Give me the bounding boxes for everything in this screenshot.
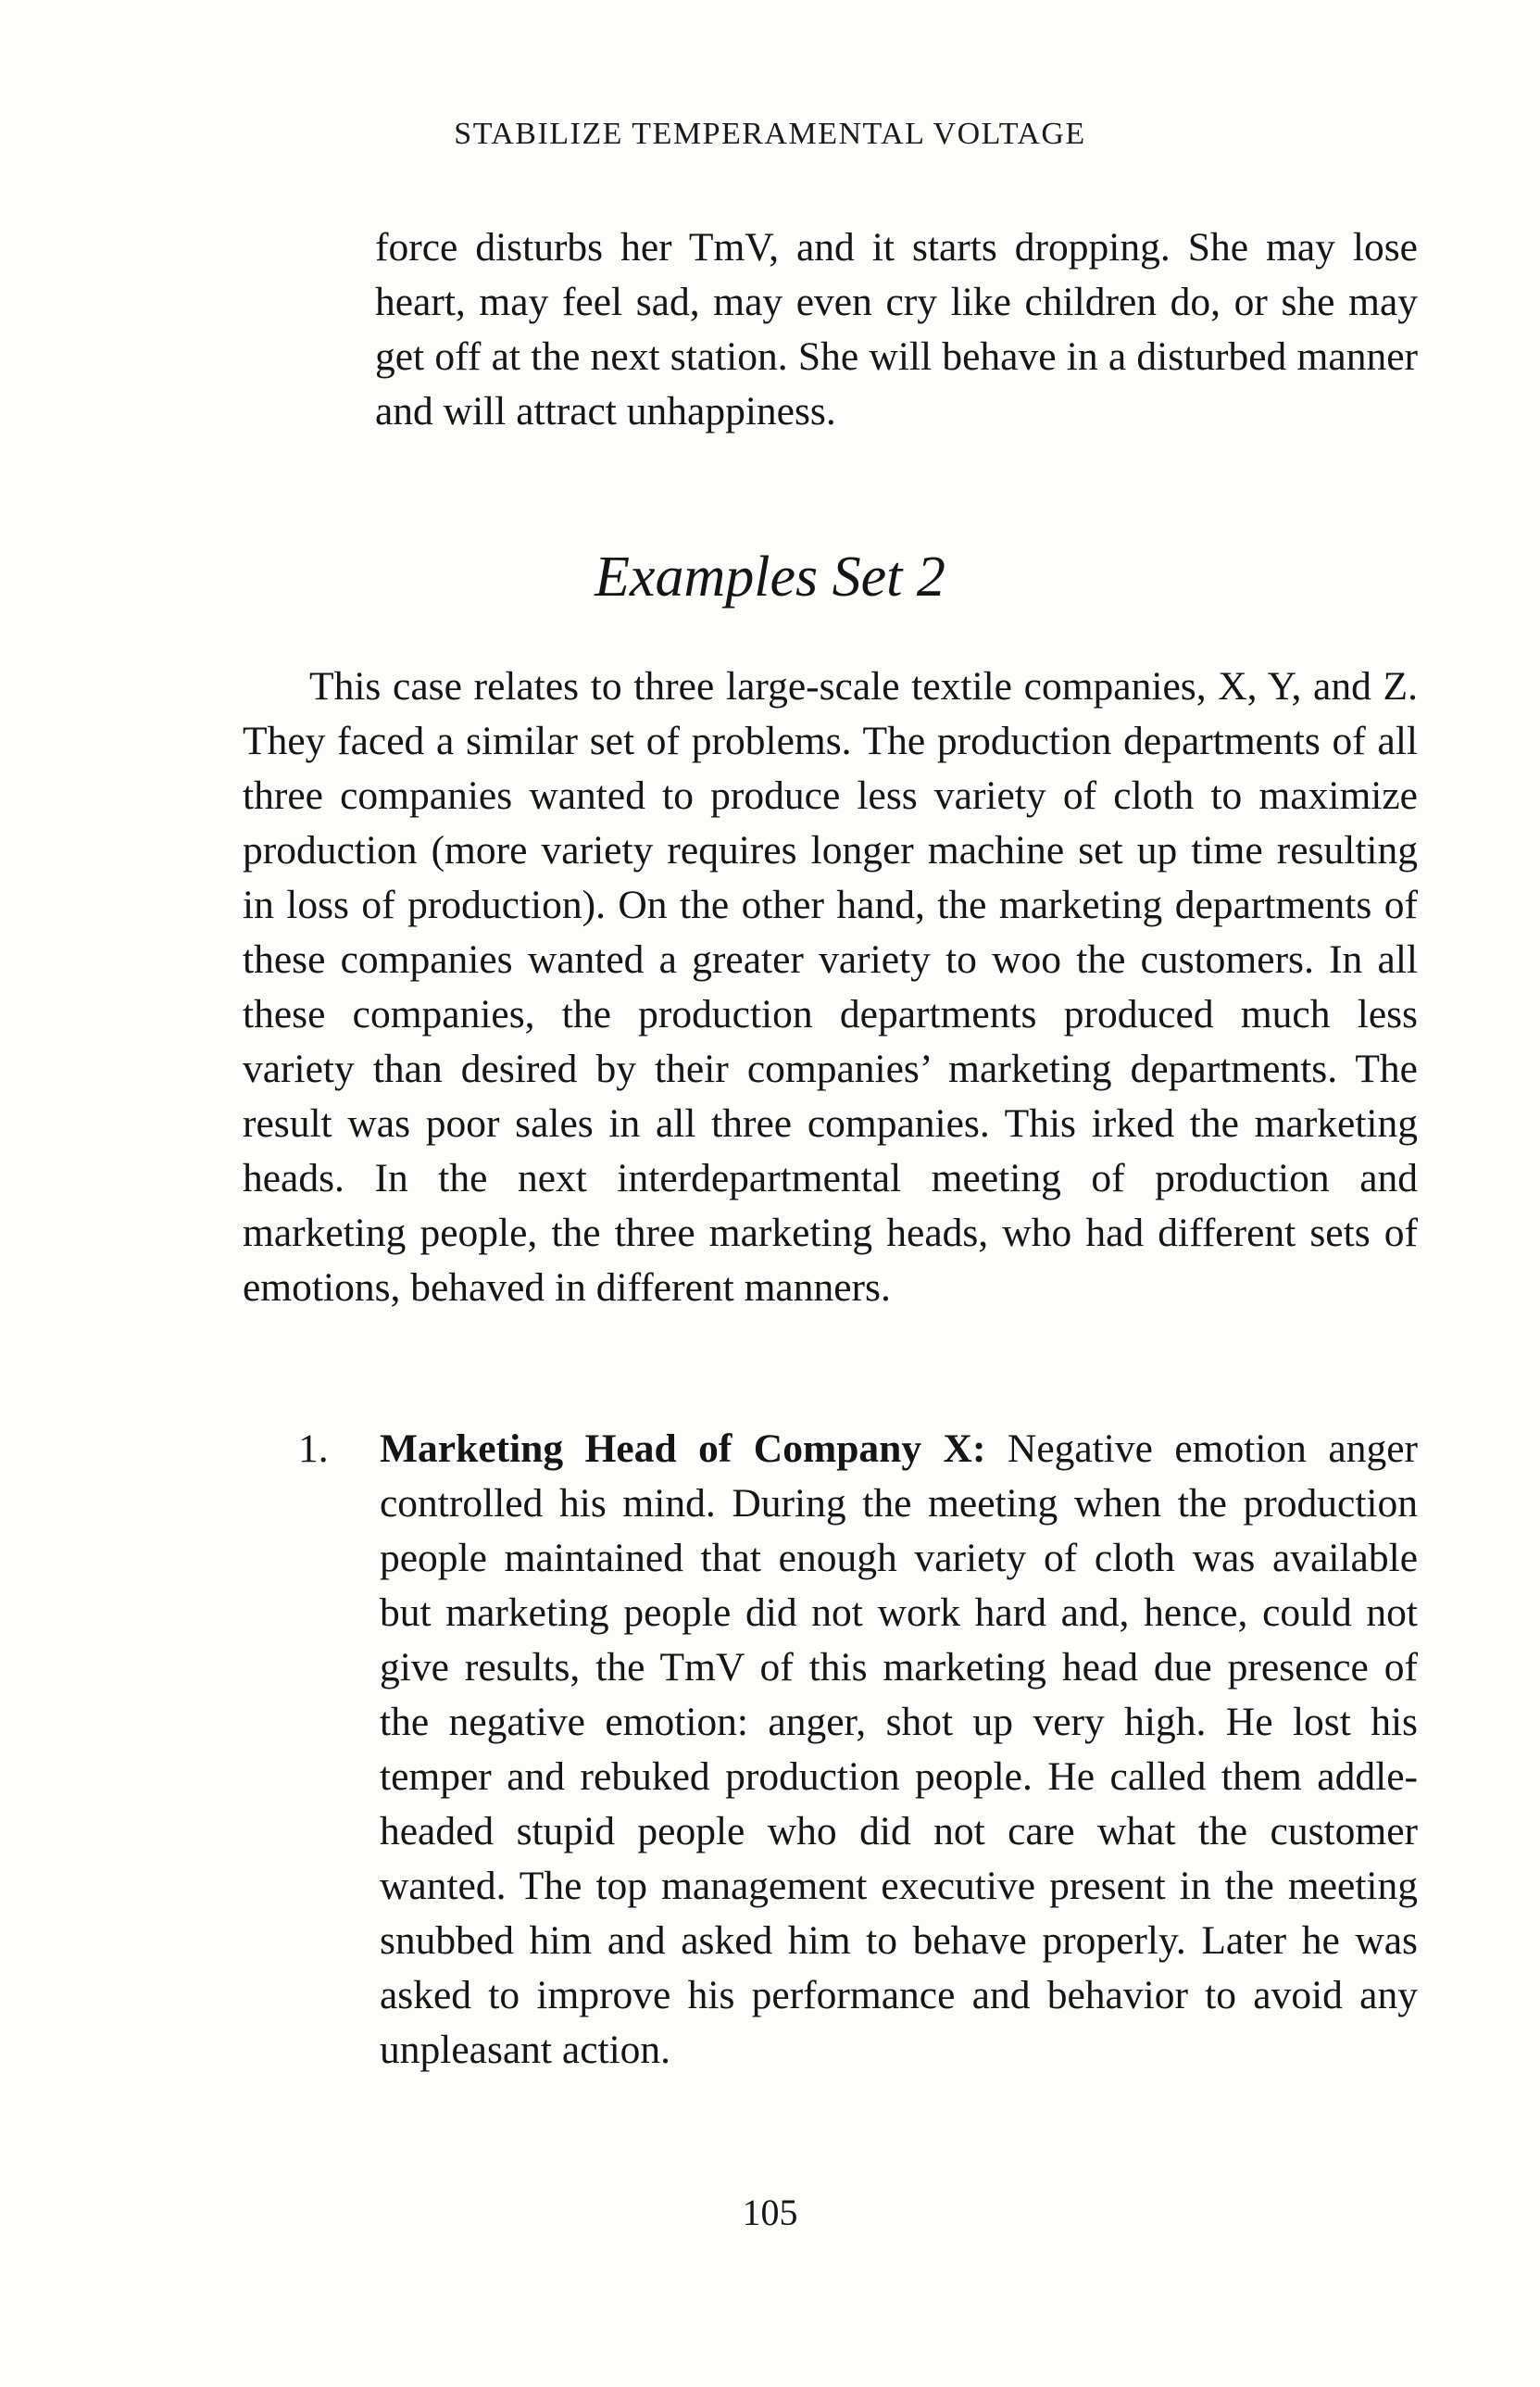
page-number: 105 <box>742 2192 798 2233</box>
paragraph-case-intro: This case relates to three large-scale textile companies, X, Y, and Z. They faced a similar set of problems. The production departments of all three companies wanted to produce less variety of cloth to maximize production (more variety requires longer machine set up time resulting in loss of production). On the other hand, the marketing departments of these companies wanted a greater variety to woo the customers. In all these companies, the production departments produced much less variety than desired by their companies’ marketing departments. The result was poor sales in all three companies. This irked the marketing heads. In the next interdepartmental meeting of production and marketing people, the three marketing heads, who had different sets of emotions, behaved in different manners. <box>243 664 1418 1310</box>
paragraph-continuation: force disturbs her TmV, and it starts dropping. She may lose heart, may feel sad, may even cry like children do, or she may get off at the next station. She will behave in a disturbed manner and will attract unhappiness. <box>375 225 1418 433</box>
list-item-body <box>380 1422 1418 2078</box>
section-heading: Examples Set 2 <box>595 546 945 609</box>
list-item-number: 1. <box>298 1426 329 1471</box>
running-head: STABILIZE TEMPERAMENTAL VOLTAGE <box>454 117 1086 151</box>
list-item-label: Marketing Head of Company X: <box>380 1426 986 1471</box>
list-item-text: Negative emotion anger controlled his mind. During the meeting when the production people maintained that enough variety of cloth was available but marketing people did not work hard and, hence, could not give results, the TmV of this marketing head due presence of the negative emotion: anger, shot up very high. He lost his temper and rebuked production people. He called them addle-headed stupid people who did not care what the customer wanted. The top management executive present in the meeting snubbed him and asked him to behave properly. Later he was asked to improve his performance and behavior to avoid any unpleasant action. <box>380 1426 1418 2072</box>
